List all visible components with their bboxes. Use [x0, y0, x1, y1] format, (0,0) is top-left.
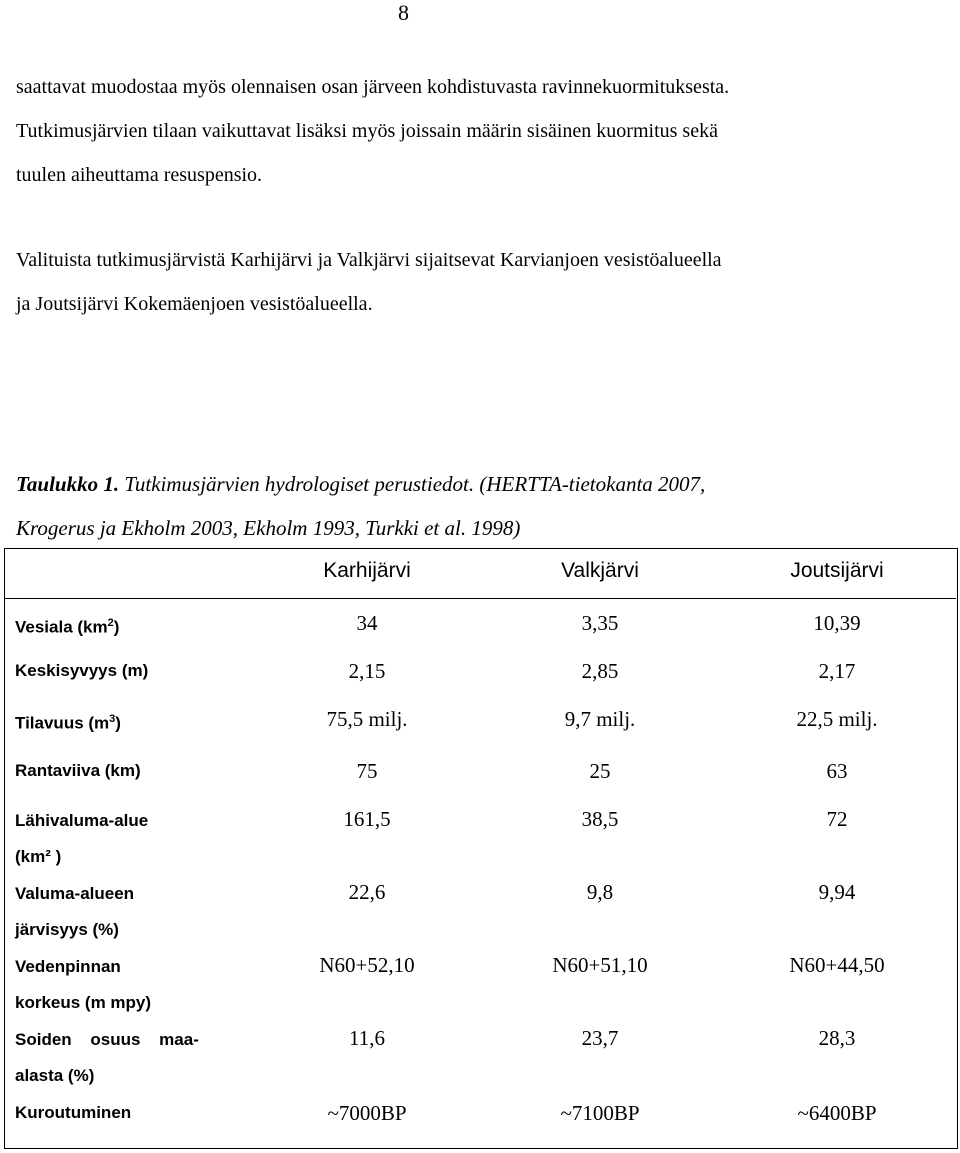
table-cell: 2,15	[348, 659, 386, 683]
table-cell: 28,3	[818, 1026, 856, 1050]
table-cell: 38,5	[581, 807, 619, 831]
page-number: 8	[398, 0, 409, 25]
table-cell: 23,7	[581, 1026, 619, 1050]
column-header: Valkjärvi	[561, 559, 639, 582]
table-cell: 25	[589, 759, 611, 783]
table-cell: 9,8	[586, 880, 614, 904]
table-cell: 161,5	[343, 807, 391, 831]
table-cell: 9,7 milj.	[564, 707, 636, 731]
table-cell: 11,6	[349, 1026, 385, 1050]
table-header-row	[5, 549, 956, 599]
row-label: Rantaviiva (km)	[15, 761, 141, 780]
row-label: Lähivaluma-alue	[15, 811, 149, 830]
caption-label: Taulukko 1.	[16, 472, 120, 496]
table-cell: 63	[826, 759, 848, 783]
caption-text: Tutkimusjärvien hydrologiset perustiedot. (HERTTA-tietokanta 2007,	[124, 472, 706, 496]
row-label-continued: järvisyys (%)	[15, 920, 119, 939]
table-cell: 75	[356, 759, 378, 783]
row-label-continued: korkeus (m mpy)	[15, 993, 152, 1012]
column-header: Karhijärvi	[323, 559, 411, 582]
paragraph-1	[16, 65, 729, 197]
table-cell: ~7100BP	[560, 1101, 640, 1125]
table-cell: N60+44,50	[789, 953, 885, 977]
row-label: Vedenpinnan	[15, 957, 121, 976]
caption-line-2: Krogerus ja Ekholm 2003, Ekholm 1993, Turkki et al. 1998)	[16, 516, 521, 540]
row-label-continued: alasta (%)	[15, 1066, 95, 1085]
row-label: Vesiala $(km^2)$	[15, 617, 120, 637]
table-cell: N60+52,10	[319, 953, 415, 977]
paragraph-2	[16, 238, 722, 326]
row-label: Valuma-alueen	[15, 884, 135, 903]
table-cell: 22,5 milj.	[796, 707, 878, 731]
table-caption	[16, 462, 705, 550]
table-cell: 3,35	[581, 611, 619, 635]
table-cell: ~6400BP	[797, 1101, 877, 1125]
table-cell: 2,85	[581, 659, 619, 683]
row-label: Keskisyvyys (m)	[15, 661, 149, 680]
row-label: Kuroutuminen	[15, 1103, 132, 1122]
row-label: Soiden osuus maa-	[15, 1030, 199, 1049]
table-cell: ~7000BP	[327, 1101, 407, 1125]
table-cell: 22,6	[348, 880, 386, 904]
hydrology-table	[4, 548, 958, 1149]
row-label-continued: (km² )	[15, 847, 62, 866]
table-cell: 10,39	[813, 611, 861, 635]
table-cell: 9,94	[818, 880, 856, 904]
table-cell: 72	[826, 807, 848, 831]
paragraph-line: saattavat muodostaa myös olennaisen osan järveen kohdistuvasta ravinnekuormituksesta.	[16, 76, 730, 98]
table-cell: 2,17	[818, 659, 856, 683]
paragraph-line: Tutkimusjärvien tilaan vaikuttavat lisäksi myös joissain määrin sisäinen kuormitus sekä	[16, 120, 718, 142]
table-cell: N60+51,10	[552, 953, 648, 977]
caption-line-1	[16, 462, 705, 506]
paragraph-line: tuulen aiheuttama resuspensio.	[16, 164, 263, 186]
table-cell: 75,5 milj.	[326, 707, 408, 731]
paragraph-line: ja Joutsijärvi Kokemäenjoen vesistöalueella.	[16, 293, 373, 315]
table-cell: 34	[356, 611, 378, 635]
paragraph-line: Valituista tutkimusjärvistä Karhijärvi ja Valkjärvi sijaitsevat Karvianjoen vesistöalueella	[16, 249, 722, 271]
row-label: Tilavuus $(m^3)$	[15, 713, 121, 733]
column-header: Joutsijärvi	[790, 559, 884, 582]
